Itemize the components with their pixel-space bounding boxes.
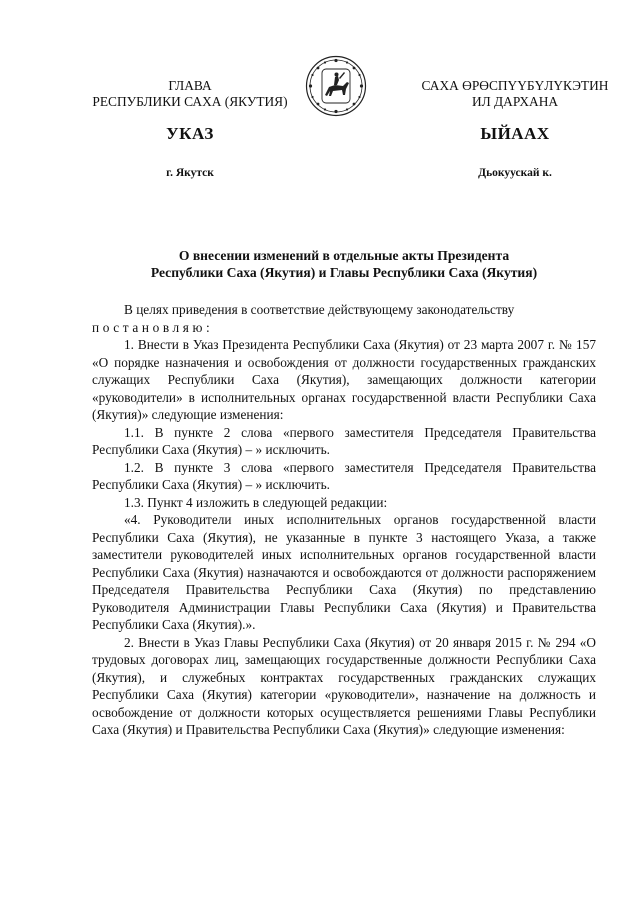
header-left [60, 78, 320, 110]
header-left-line2: РЕСПУБЛИКИ САХА (ЯКУТИЯ) [92, 94, 288, 109]
paragraph-1-3: 1.3. Пункт 4 изложить в следующей редакции: [124, 494, 388, 510]
paragraph-1: 1. Внести в Указ Президента Республики Саха (Якутия) от 23 марта 2007 г. № 157 «О порядке назначения и освобождения от должности государственных гражданских служащих Республики Саха (Якутия), замещающих должности категории «руководители» в исполнительных органах государственной власти Республики Саха (Якутия)» следующие изменения: [92, 337, 596, 422]
doc-type-left: УКАЗ [166, 124, 214, 143]
doc-type-right: ЫЙААХ [480, 124, 550, 143]
header-right-line1: САХА ӨРӨСПҮҮБҮЛҮКЭТИН [421, 78, 609, 93]
paragraph-1-2: 1.2. В пункте 3 слова «первого заместителя Председателя Правительства Республики Саха (Якутия) – » исключить. [92, 459, 596, 492]
paragraph-1-1: 1.1. В пункте 2 слова «первого заместителя Председателя Правительства Республики Саха (Якутия) – » исключить. [92, 424, 596, 457]
header-right-line2: ИЛ ДАРХАНА [471, 94, 559, 109]
intro-paragraph: В целях приведения в соответствие действующему законодательству [124, 302, 515, 317]
header-left-line1: ГЛАВА [168, 78, 212, 93]
coat-of-arms-icon [305, 55, 367, 117]
city-right: Дьокуускай к. [478, 167, 552, 179]
document-body [92, 301, 596, 739]
document-title-line1: О внесении изменений в отдельные акты Президента [178, 248, 510, 263]
document-title-line2: Республики Саха (Якутия) и Главы Республики Саха (Якутия) [150, 265, 538, 280]
header-right [380, 78, 640, 110]
document-title [60, 247, 628, 281]
paragraph-2: 2. Внести в Указ Главы Республики Саха (Якутия) от 20 января 2015 г. № 294 «О трудовых договорах лиц, замещающих государственные должности Республики Саха (Якутия), и служебных контрактах государственных гражданских служащих Республики Саха (Якутия) категории «руководители», назначение на должность и освобождение от должности которых осуществляется решениями Главы Республики Саха (Якутия) и Правительства Республики Саха (Якутия)» следующие изменения: [92, 634, 596, 737]
decree-word: постановляю: [92, 319, 214, 335]
city-left: г. Якутск [166, 167, 214, 179]
paragraph-1-3-text: «4. Руководители иных исполнительных органов государственной власти Республики Саха (Якутия), не указанные в пункте 3 настоящего Указа, а также заместители руководителей иных исполнительных органов государственной власти Республики Саха (Якутия) назначаются и освобождаются от должности распоряжением Председателя Правительства Республики Саха (Якутия) по представлению Руководителя Администрации Главы Республики Саха (Якутия) и Правительства Республики Саха (Якутия).». [92, 512, 596, 632]
